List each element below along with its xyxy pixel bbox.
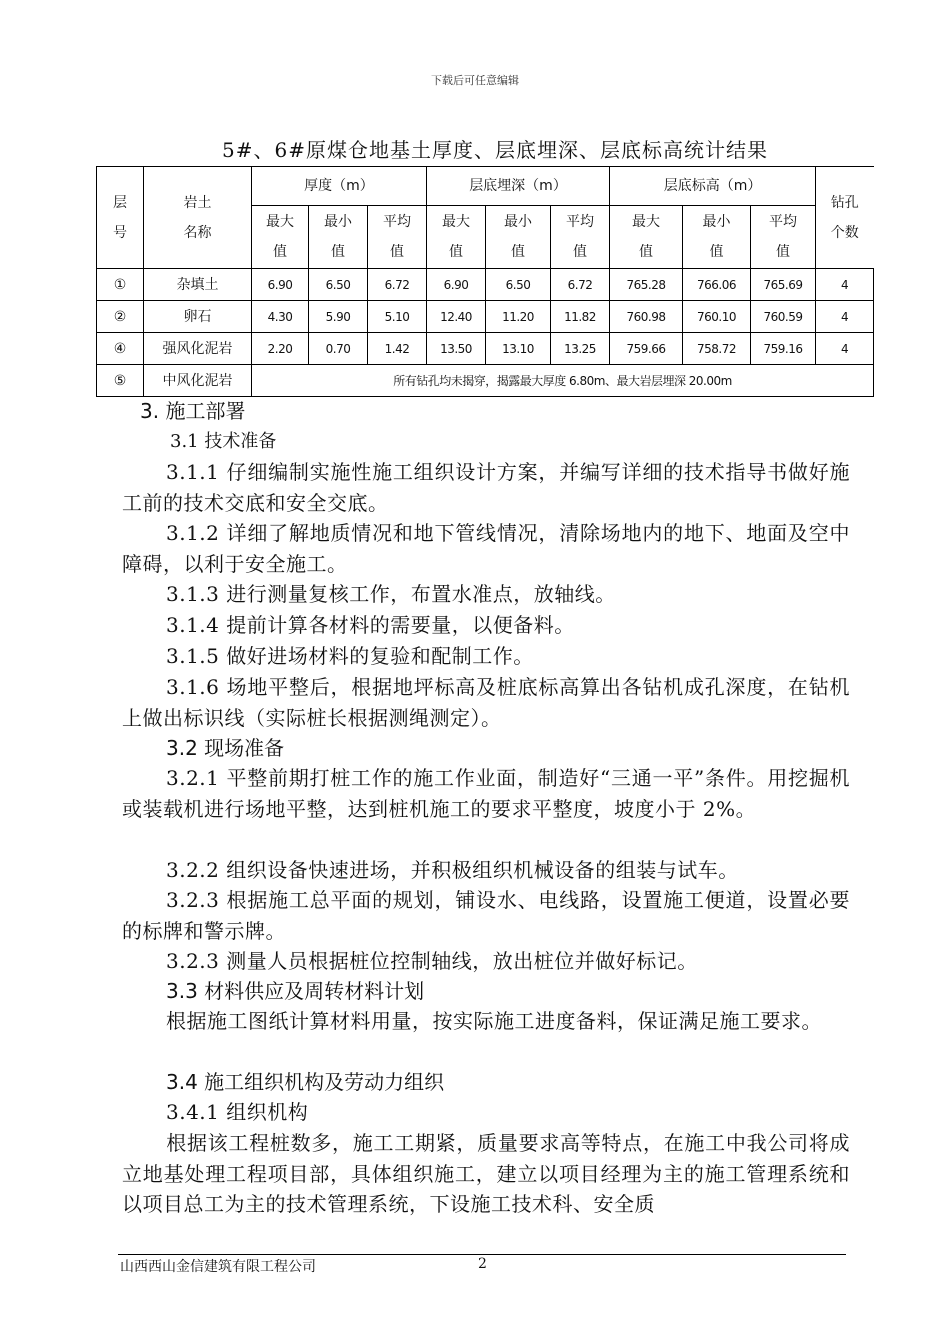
footer-divider xyxy=(118,1254,846,1255)
table-row: ① 杂填土 6.90 6.50 6.72 6.90 6.50 6.72 765.28 766.06 765.69 4 xyxy=(97,269,874,301)
paragraph-3-1-5: 3.1.5 做好进场材料的复验和配制工作。 xyxy=(166,644,534,668)
table-note: 所有钻孔均未揭穿，揭露最大厚度 6.80m、最大岩层埋深 20.00m xyxy=(252,365,874,397)
header-layer-no: 层 号 xyxy=(97,167,144,269)
paragraph-3-2-1: 3.2.1 平整前期打桩工作的施工作业面，制造好“三通一平”条件。用挖掘机或装载机进行场地平整，达到桩机施工的要求平整度，坡度小于 2%。 xyxy=(122,766,850,821)
subheader-max: 最大 值 xyxy=(610,206,683,269)
header-holes: 钻孔 个数 xyxy=(816,167,874,269)
header-depth: 层底埋深（m） xyxy=(427,167,610,206)
footer-company: 山西西山金信建筑有限工程公司 xyxy=(120,1259,316,1275)
subheader-max: 最大 值 xyxy=(427,206,486,269)
stats-table xyxy=(96,166,874,397)
paragraph-3-1-4: 3.1.4 提前计算各材料的需要量，以便备料。 xyxy=(166,613,575,637)
paragraph-3-1-6: 3.1.6 场地平整后，根据地坪标高及桩底标高算出各钻机成孔深度，在钻机上做出标识线（实际桩长根据测绳测定）。 xyxy=(122,675,850,730)
subheader-min: 最小 值 xyxy=(309,206,368,269)
header-soil-name: 岩土 名称 xyxy=(144,167,252,269)
section-3-heading: 3. 施工部署 xyxy=(140,399,246,423)
table-row: ② 卵石 4.30 5.90 5.10 12.40 11.20 11.82 760.98 760.10 760.59 4 xyxy=(97,301,874,333)
paragraph-3-2-2: 3.2.2 组织设备快速进场，并积极组织机械设备的组装与试车。 xyxy=(166,858,739,882)
paragraph-3-2-3: 3.2.3 根据施工总平面的规划，铺设水、电线路，设置施工便道，设置必要的标牌和警示牌。 xyxy=(122,888,850,943)
paragraph-3-1-1: 3.1.1 仔细编制实施性施工组织设计方案，并编写详细的技术指导书做好施工前的技术交底和安全交底。 xyxy=(122,460,850,515)
header-note: 下载后可任意编辑 xyxy=(431,74,519,87)
section-3-4-1-heading: 3.4.1 组织机构 xyxy=(166,1100,309,1124)
paragraph-3-1-3: 3.1.3 进行测量复核工作，布置水准点，放轴线。 xyxy=(166,582,616,606)
table-row: ④ 强风化泥岩 2.20 0.70 1.42 13.50 13.10 13.25 759.66 758.72 759.16 4 xyxy=(97,333,874,365)
subheader-min: 最小 值 xyxy=(683,206,751,269)
subheader-max: 最大 值 xyxy=(252,206,309,269)
subheader-avg: 平均 值 xyxy=(751,206,816,269)
subheader-min: 最小 值 xyxy=(486,206,551,269)
section-3-2-heading: 3.2 现场准备 xyxy=(166,736,285,760)
paragraph-3-2-3b: 3.2.3 测量人员根据桩位控制轴线，放出桩位并做好标记。 xyxy=(166,949,698,973)
section-3-4-heading: 3.4 施工组织机构及劳动力组织 xyxy=(166,1070,445,1094)
header-thickness: 厚度（m） xyxy=(252,167,427,206)
page-number: 2 xyxy=(478,1256,487,1272)
table-row: ⑤ 中风化泥岩 所有钻孔均未揭穿，揭露最大厚度 6.80m、最大岩层埋深 20.00m xyxy=(97,365,874,397)
paragraph-3-4-1: 根据该工程桩数多，施工工期紧，质量要求高等特点，在施工中我公司将成立地基处理工程项目部，具体组织施工，建立以项目经理为主的施工管理系统和以项目总工为主的技术管理系统，下设施工技术科、安全质 xyxy=(122,1131,850,1216)
subheader-avg: 平均 值 xyxy=(368,206,427,269)
subheader-avg: 平均 值 xyxy=(551,206,610,269)
header-elevation: 层底标高（m） xyxy=(610,167,816,206)
paragraph-3-3: 根据施工图纸计算材料用量，按实际施工进度备料，保证满足施工要求。 xyxy=(166,1009,822,1033)
section-3-3-heading: 3.3 材料供应及周转材料计划 xyxy=(166,979,425,1003)
paragraph-3-1-2: 3.1.2 详细了解地质情况和地下管线情况，清除场地内的地下、地面及空中障碍，以利于安全施工。 xyxy=(122,521,850,576)
section-3-1-heading: 3.1 技术准备 xyxy=(170,431,277,452)
table-title: 5#、6#原煤仓地基土厚度、层底埋深、层底标高统计结果 xyxy=(222,138,768,162)
